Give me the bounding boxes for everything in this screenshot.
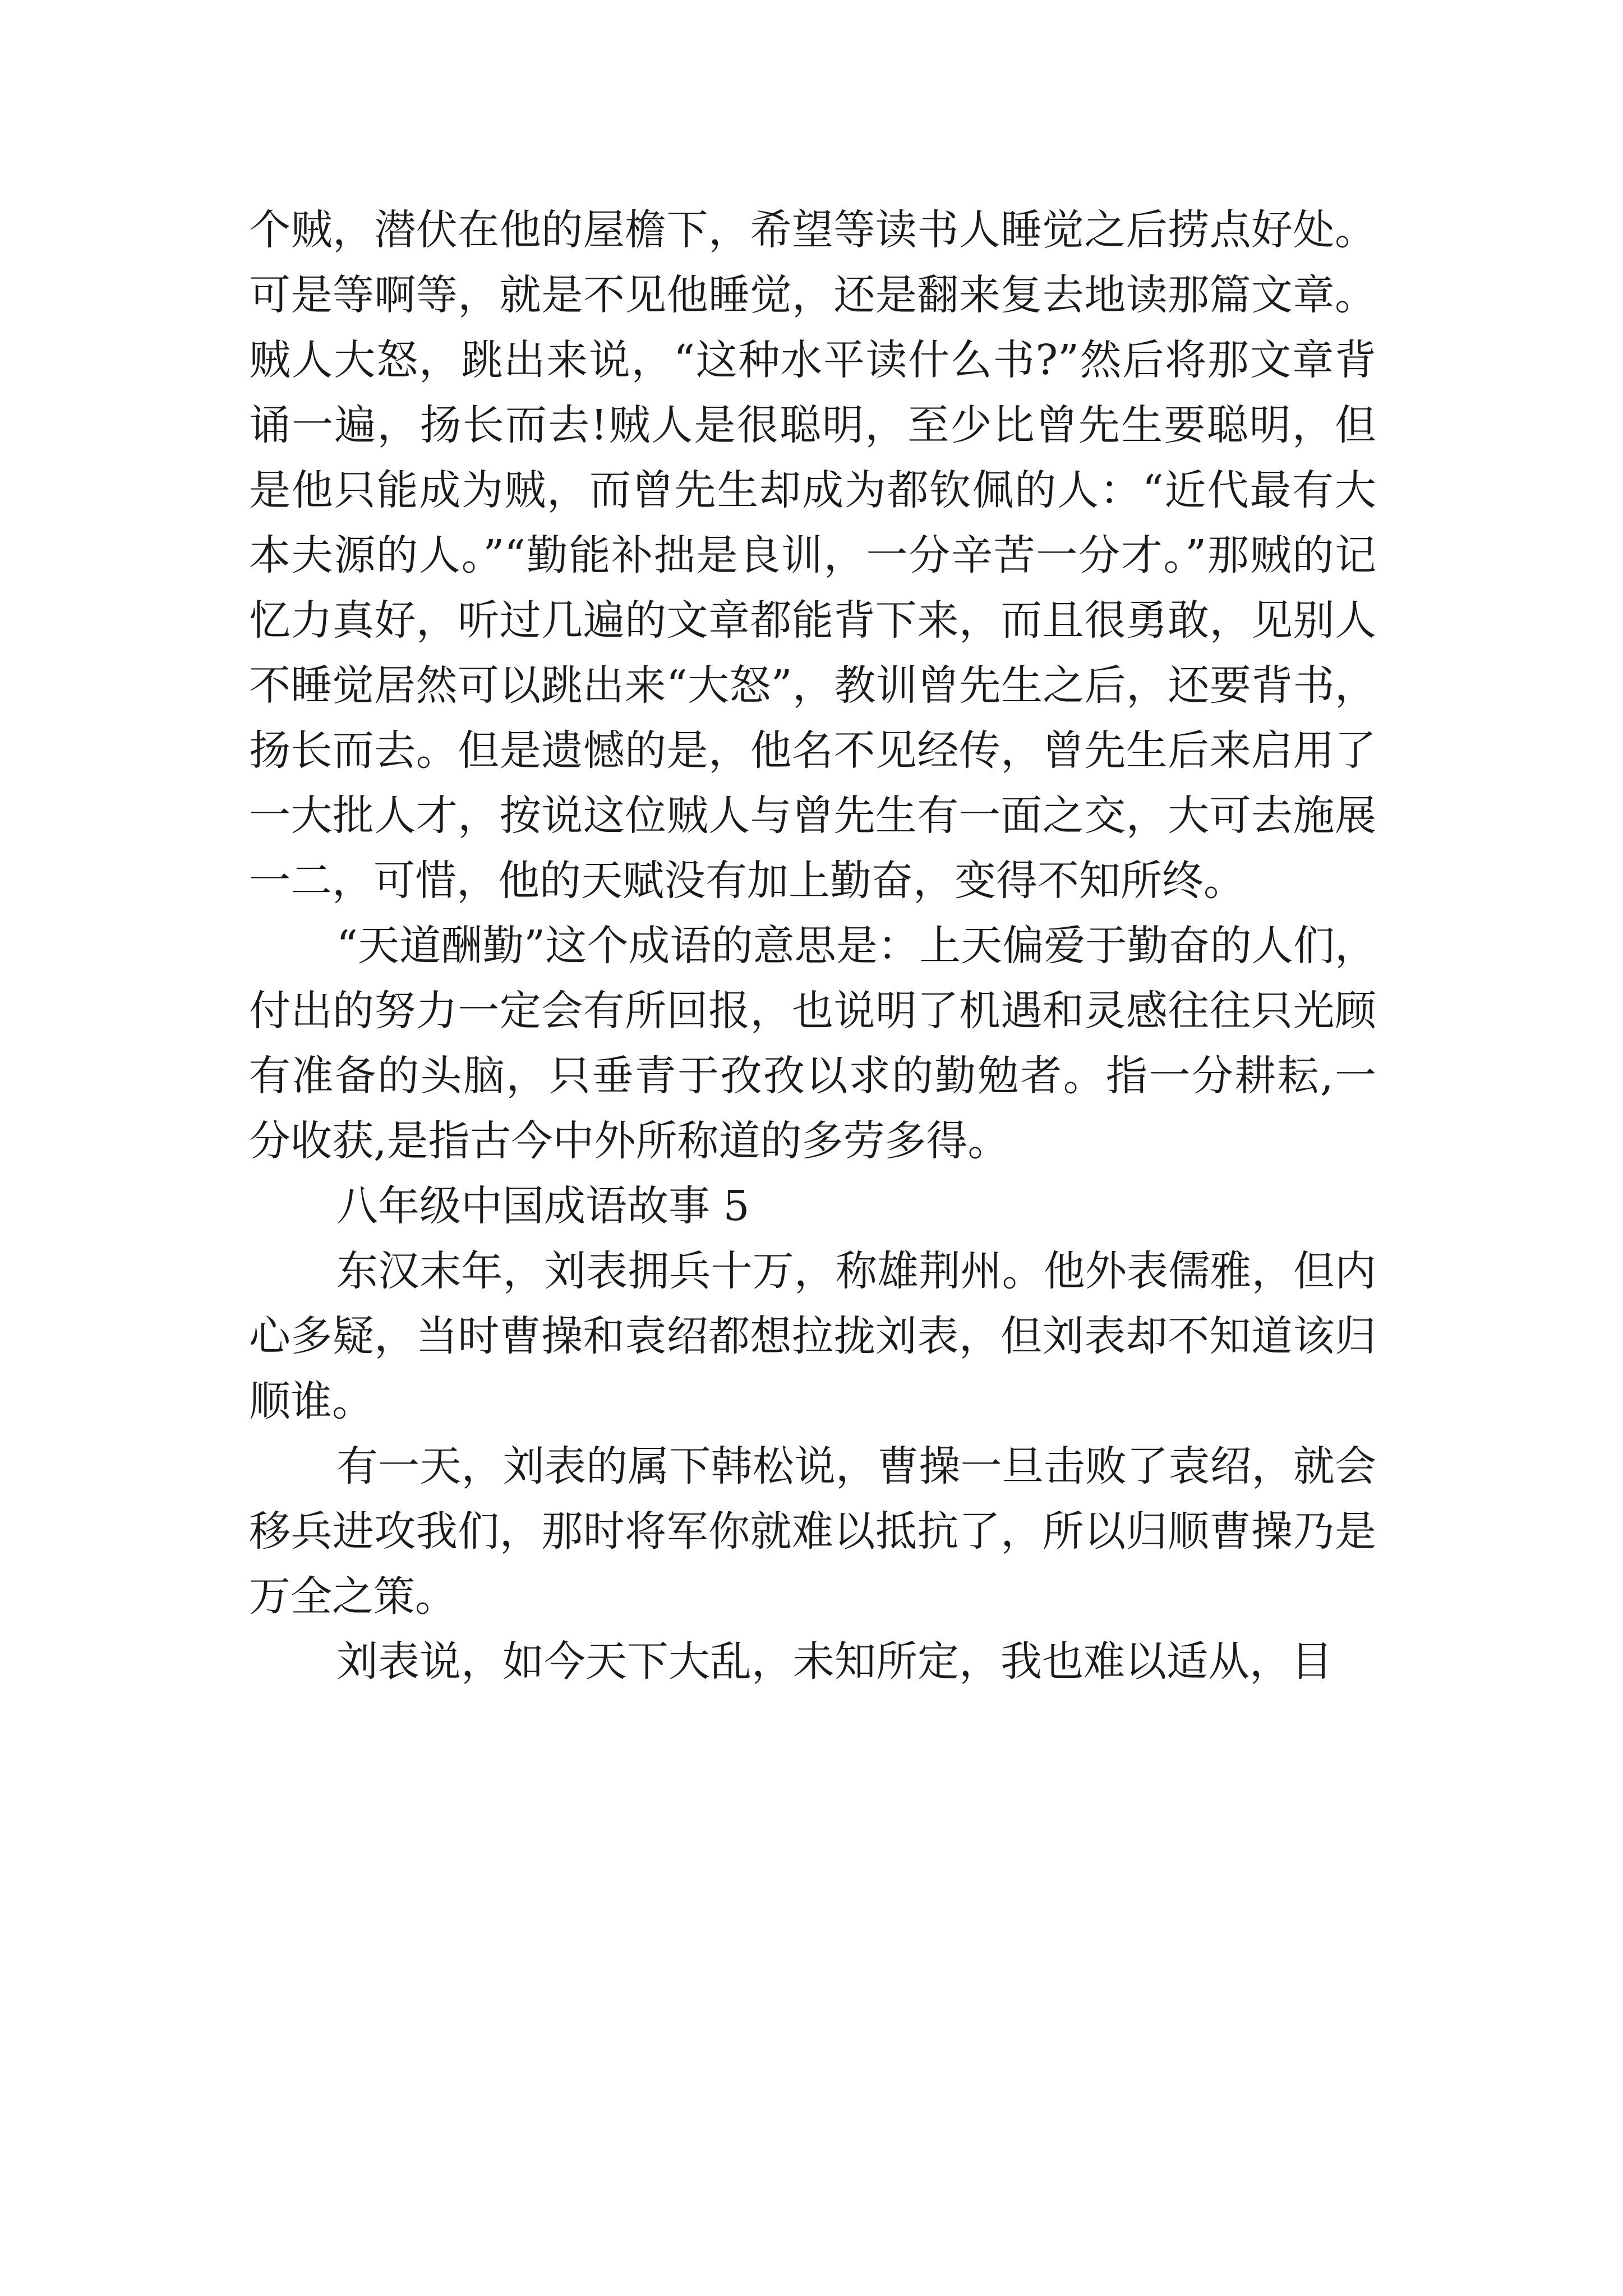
- paragraph-continuation: 个贼，潜伏在他的屋檐下，希望等读书人睡觉之后捞点好处。可是等啊等，就是不见他睡觉，还是翻来复去地读那篇文章。贼人大怒，跳出来说，“这种水平读什么书?”然后将那文章背诵一遍，扬长而去!贼人是很聪明，至少比曾先生要聪明，但是他只能成为贼，而曾先生却成为都钦佩的人：“近代最有大本夫源的人。”“勤能补拙是良训，一分辛苦一分才。”那贼的记忆力真好，听过几遍的文章都能背下来，而且很勇敢，见别人不睡觉居然可以跳出来“大怒”，教训曾先生之后，还要背书，扬长而去。但是遗憾的是，他名不见经传，曾先生后来启用了一大批人才，按说这位贼人与曾先生有一面之交，大可去施展一二，可惜，他的天赋没有加上勤奋，变得不知所终。: [249, 206, 1376, 905]
- paragraph-idiom-meaning: “天道酬勤”这个成语的意思是：上天偏爱于勤奋的人们，付出的努力一定会有所回报，也说明了机遇和灵感往往只光顾有准备的头脑，只垂青于孜孜以求的勤勉者。指一分耕耘,一分收获,是指古今中外所称道的多劳多得。: [249, 922, 1376, 1165]
- document-body: [249, 197, 1376, 1694]
- paragraph-story-3: 刘表说，如今天下大乱，未知所定，我也难以适从，目: [336, 1637, 1332, 1686]
- paragraph-story-2: 有一天，刘表的属下韩松说，曹操一旦击败了袁绍，就会移兵进攻我们，那时将军你就难以抵抗了，所以归顺曹操乃是万全之策。: [249, 1442, 1376, 1621]
- section-heading: 八年级中国成语故事 5: [336, 1182, 750, 1230]
- paragraph-story-1: 东汉末年，刘表拥兵十万，称雄荆州。他外表儒雅，但内心多疑，当时曹操和袁绍都想拉拢刘表，但刘表却不知道该归顺谁。: [249, 1247, 1376, 1425]
